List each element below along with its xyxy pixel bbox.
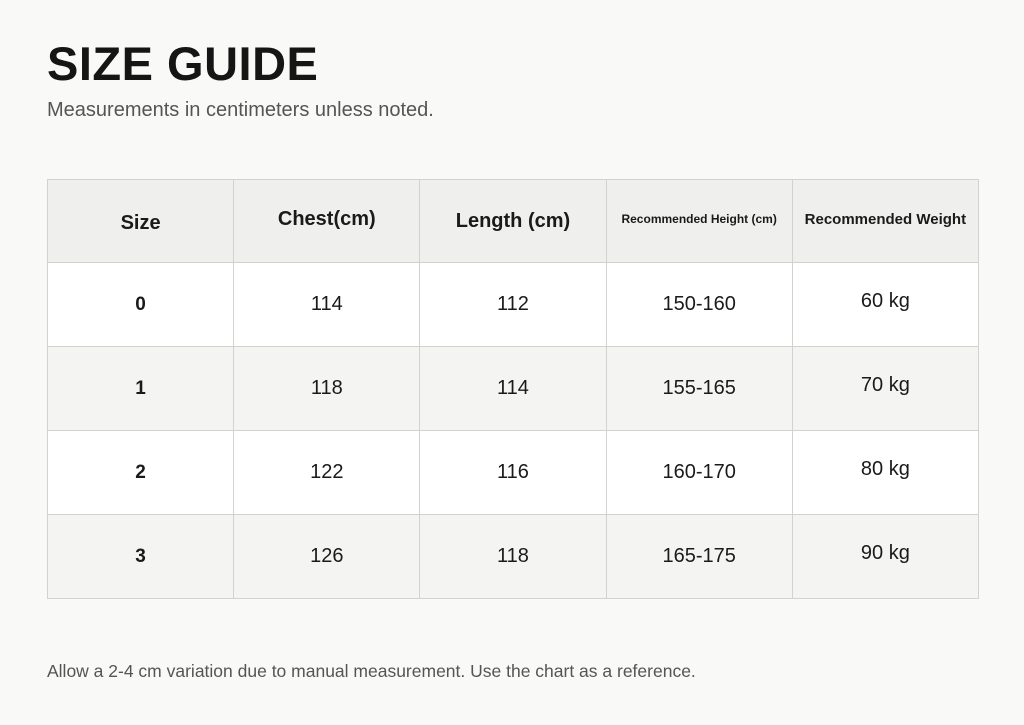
cell-size: 3 bbox=[48, 515, 234, 599]
header-length: Length (cm) bbox=[420, 180, 606, 263]
table-row bbox=[48, 431, 979, 515]
header-weight: Recommended Weight bbox=[792, 180, 978, 263]
table-row bbox=[48, 347, 979, 431]
cell-length: 116 bbox=[420, 431, 606, 515]
table-row bbox=[48, 263, 979, 347]
cell-height: 150-160 bbox=[606, 263, 792, 347]
cell-length: 112 bbox=[420, 263, 606, 347]
cell-weight: 60 kg bbox=[792, 263, 978, 347]
cell-height: 155-165 bbox=[606, 347, 792, 431]
size-table-body bbox=[48, 263, 979, 599]
header-row bbox=[48, 180, 979, 263]
cell-weight: 70 kg bbox=[792, 347, 978, 431]
header-chest: Chest(cm) bbox=[234, 180, 420, 263]
table-row bbox=[48, 515, 979, 599]
cell-length: 118 bbox=[420, 515, 606, 599]
header-size: Size bbox=[48, 180, 234, 263]
cell-length: 114 bbox=[420, 347, 606, 431]
size-table bbox=[47, 179, 979, 599]
page-subtitle: Measurements in centimeters unless noted. bbox=[47, 99, 434, 121]
cell-height: 160-170 bbox=[606, 431, 792, 515]
cell-chest: 122 bbox=[234, 431, 420, 515]
footnote: Allow a 2-4 cm variation due to manual measurement. Use the chart as a reference. bbox=[47, 661, 696, 681]
cell-chest: 114 bbox=[234, 263, 420, 347]
cell-chest: 118 bbox=[234, 347, 420, 431]
cell-size: 2 bbox=[48, 431, 234, 515]
size-table-header bbox=[48, 180, 979, 263]
cell-size: 1 bbox=[48, 347, 234, 431]
page-title: SIZE GUIDE bbox=[47, 37, 319, 90]
cell-size: 0 bbox=[48, 263, 234, 347]
cell-weight: 80 kg bbox=[792, 431, 978, 515]
size-table-container bbox=[47, 179, 979, 599]
cell-height: 165-175 bbox=[606, 515, 792, 599]
header-height: Recommended Height (cm) bbox=[606, 180, 792, 263]
cell-chest: 126 bbox=[234, 515, 420, 599]
cell-weight: 90 kg bbox=[792, 515, 978, 599]
